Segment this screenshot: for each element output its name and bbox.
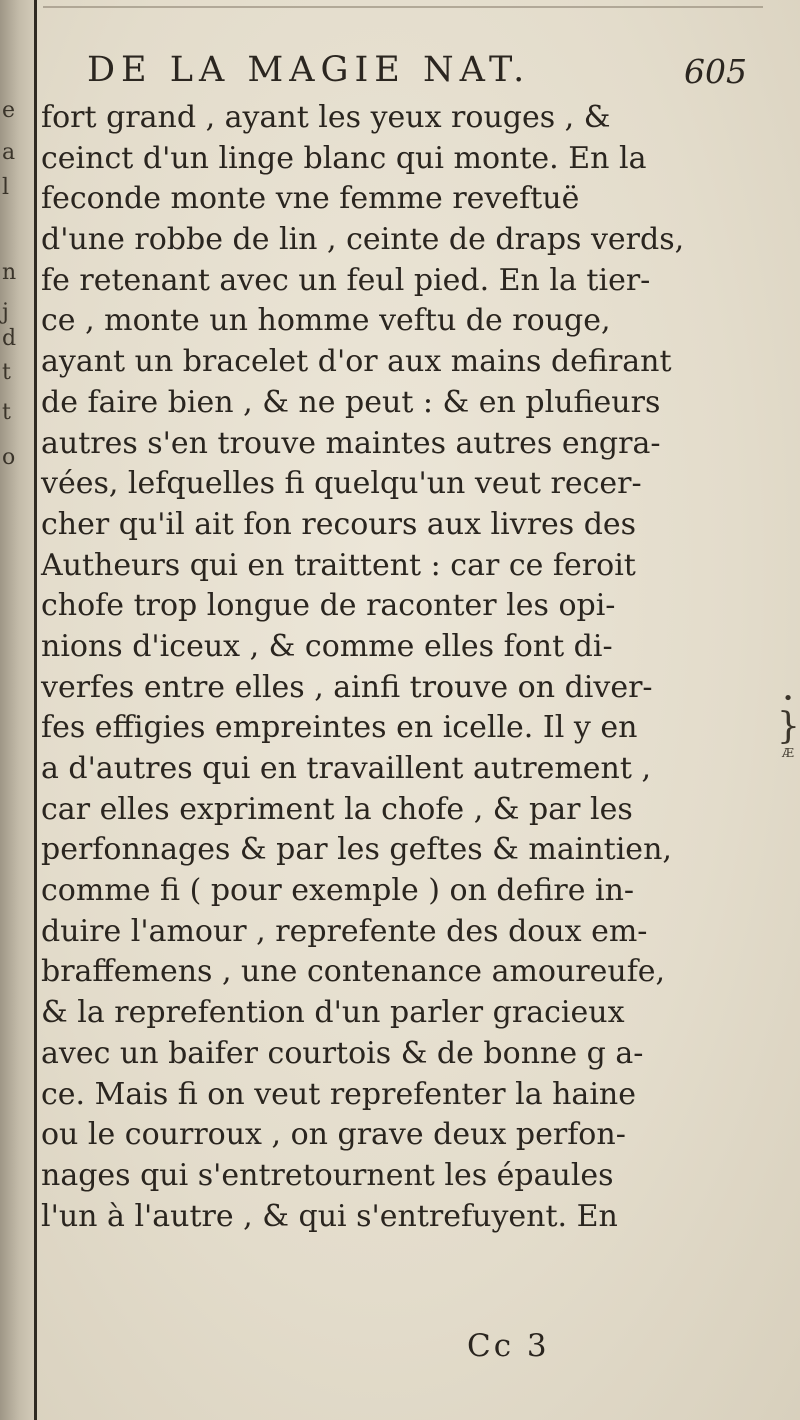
text-line: cher qu'il ait fon recours aux livres des <box>41 506 637 542</box>
text-line: nages qui s'entretournent les épaules <box>41 1157 614 1193</box>
text-line: avec un baifer courtois & de bonne g a- <box>41 1035 644 1071</box>
margin-bracket: } <box>777 706 800 747</box>
margin-annotation <box>777 690 799 760</box>
text-line: l'un à l'autre , & qui s'entrefuyent. En <box>41 1198 618 1234</box>
page-top-edge <box>43 6 763 8</box>
text-line: fes effigies empreintes en icelle. Il y en <box>41 710 638 746</box>
text-line: ce. Mais fi on veut reprefenter la haine <box>41 1076 636 1112</box>
gutter-letter: l <box>2 175 10 200</box>
text-line: comme fi ( pour exemple ) on defire in- <box>41 873 635 909</box>
margin-small-mark: Æ <box>781 746 794 760</box>
text-line: ou le courroux , on grave deux perfon- <box>41 1117 626 1153</box>
text-line: feconde monte vne femme reveftuë <box>41 181 580 217</box>
text-line: verfes entre elles , ainfi trouve on diver- <box>41 669 653 705</box>
margin-dot: • <box>782 688 794 709</box>
text-line: vées, lefquelles fi quelqu'un veut recer- <box>41 466 642 502</box>
book-gutter <box>0 0 37 1420</box>
text-line: duire l'amour , reprefente des doux em- <box>41 913 648 949</box>
signature-mark: Cc 3 <box>467 1328 550 1364</box>
running-title: DE LA MAGIE NAT. <box>87 50 531 90</box>
text-line: nions d'iceux , & comme elles font di- <box>41 628 613 664</box>
body-text <box>37 98 737 1237</box>
gutter-letter: t <box>2 400 11 425</box>
book-page <box>37 0 800 1420</box>
text-line: Autheurs qui en traittent : car ce feroit <box>41 547 636 583</box>
text-line: perfonnages & par les geftes & maintien, <box>41 832 672 868</box>
gutter-letter: e <box>2 98 16 123</box>
text-line: car elles expriment la chofe , & par les <box>41 791 633 827</box>
text-line: chofe trop longue de raconter les opi- <box>41 588 616 624</box>
gutter-letter: j <box>2 300 9 325</box>
text-line: d'une robbe de lin , ceinte de draps verds, <box>41 222 685 258</box>
page-number: 605 <box>684 52 747 91</box>
gutter-letter: a <box>2 140 16 165</box>
text-line: ce , monte un homme veftu de rouge, <box>41 303 611 339</box>
text-line: fe retenant avec un feul pied. En la tier- <box>41 262 651 298</box>
gutter-letter: n <box>2 260 17 285</box>
text-line: braffemens , une contenance amoureufe, <box>41 954 666 990</box>
text-line: a d'autres qui en travaillent autrement , <box>41 751 652 786</box>
gutter-letter: t <box>2 360 11 385</box>
text-line: autres s'en trouve maintes autres engra- <box>41 425 661 461</box>
text-line: fort grand , ayant les yeux rouges , & <box>41 100 611 135</box>
text-line: ceinct d'un linge blanc qui monte. En la <box>41 140 647 176</box>
text-line: de faire bien , & ne peut : & en plufieurs <box>41 384 661 420</box>
page-header <box>87 50 747 96</box>
gutter-letter: d <box>2 326 17 351</box>
text-line: ayant un bracelet d'or aux mains defirant <box>41 344 672 380</box>
gutter-letter: o <box>2 445 16 470</box>
text-line: & la reprefention d'un parler gracieux <box>41 995 625 1031</box>
